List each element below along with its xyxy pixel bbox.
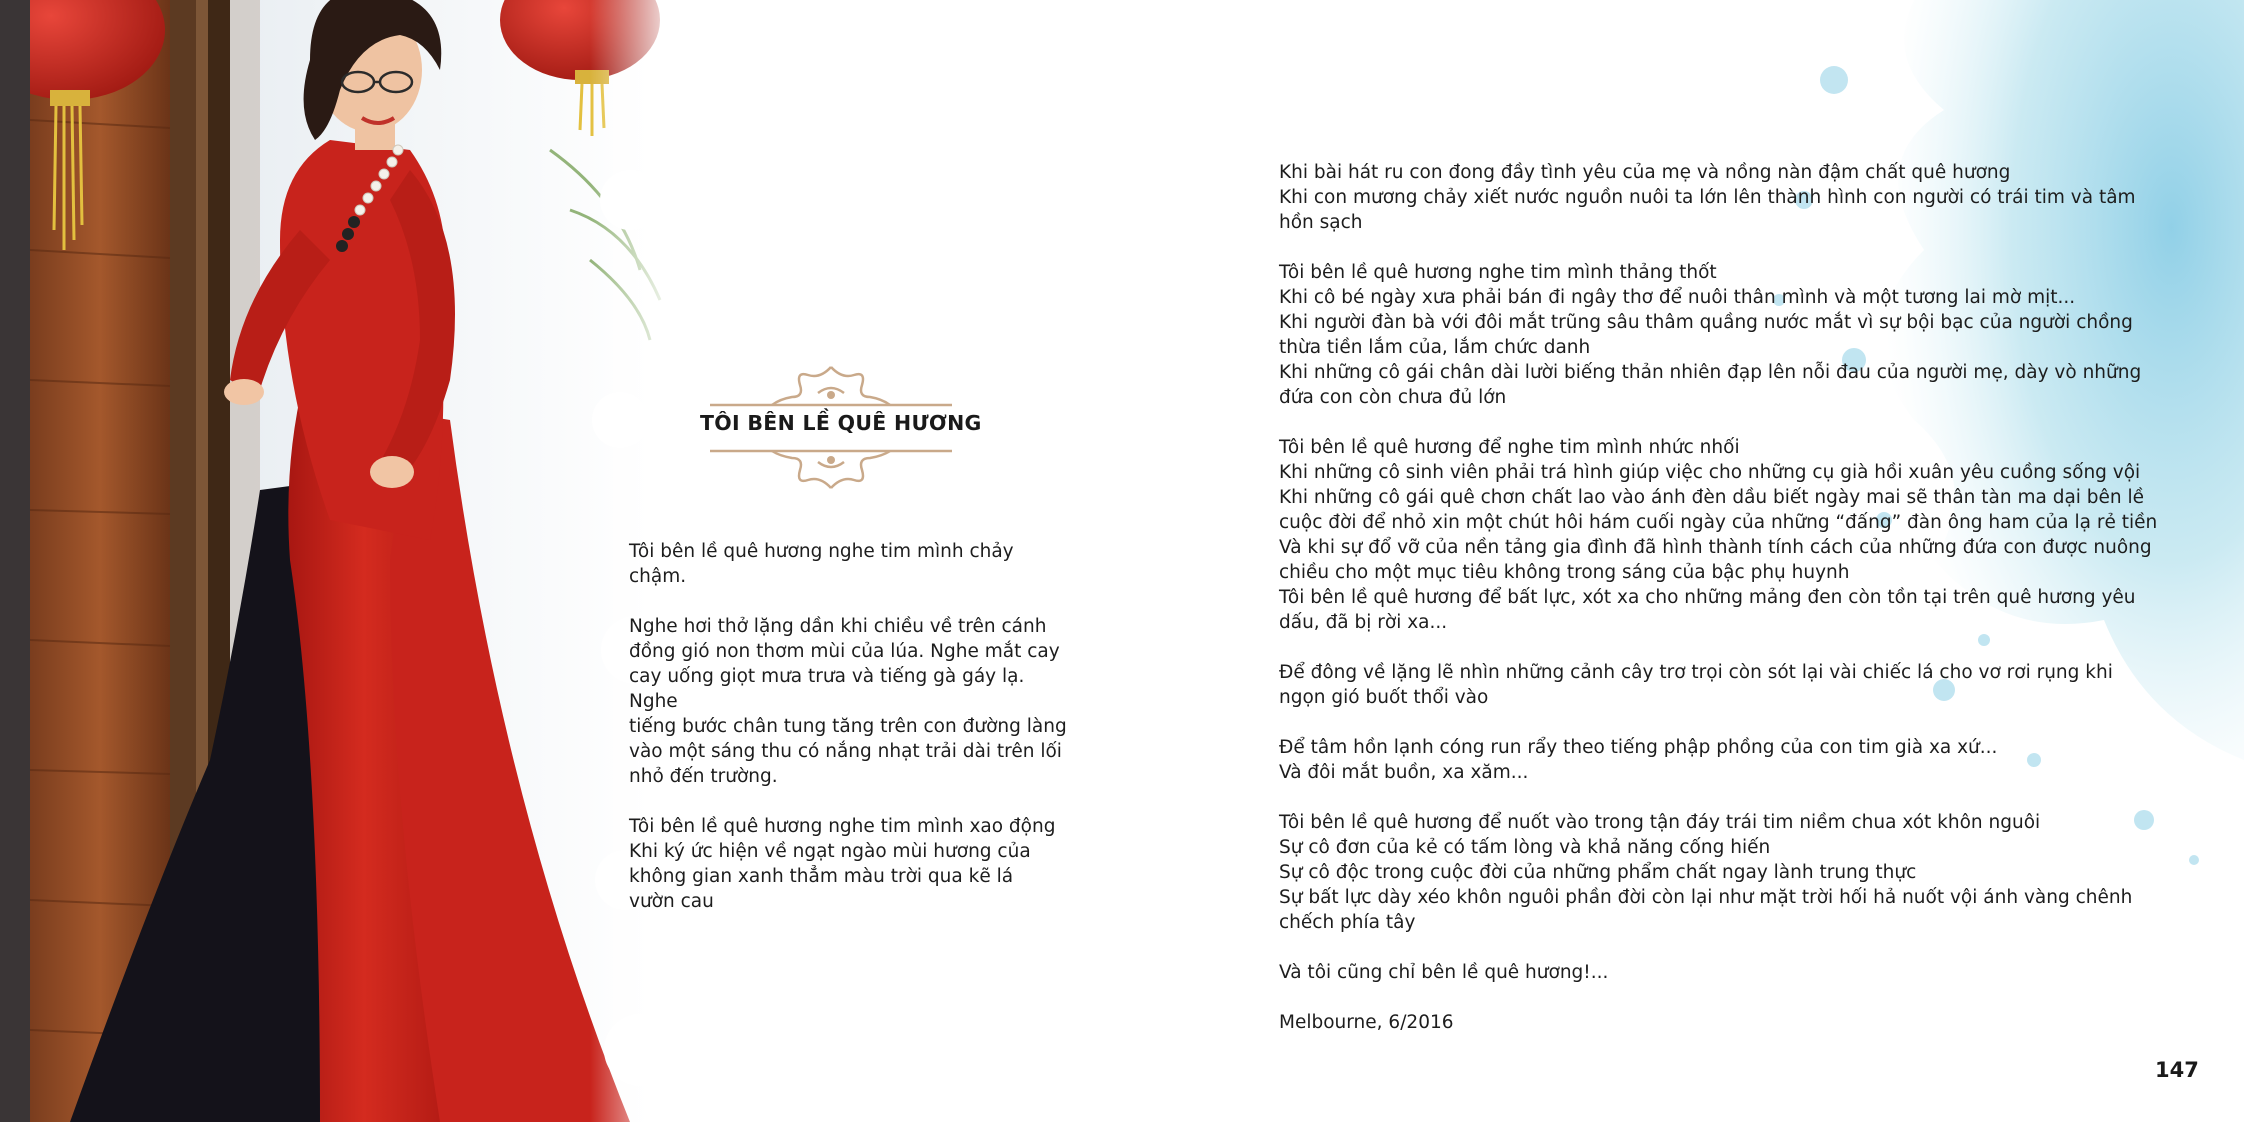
stanza (1279, 960, 2109, 985)
text-line: Khi người đàn bà với đôi mắt trũng sâu thâm quầng nước mắt vì sự bội bạc của người chồng (1279, 312, 2133, 333)
text-line: Và khi sự đổ vỡ của nền tảng gia đình đã hình thành tính cách của những đứa con được nuông (1279, 537, 2152, 558)
stanza (1279, 160, 2136, 235)
text-line: Khi những cô gái quê chơn chất lao vào ánh đèn dầu biết ngày mai sẽ thân tàn ma dại bên lề (1279, 487, 2145, 508)
text-line: Sự bất lực dày xéo khôn nguôi phần đời còn lại như mặt trời hối hả nuốt vội ánh vàng chênh (1279, 887, 2133, 908)
text-line: Để tâm hồn lạnh cóng run rẩy theo tiếng phập phồng của con tim già xa xứ... (1279, 737, 1998, 758)
text-line: Tôi bên lề quê hương nghe tim mình thảng thốt (1279, 262, 1717, 283)
text-line: Khi ký ức hiện về ngạt ngào mùi hương của (629, 841, 1031, 862)
text-line: Tôi bên lề quê hương để nghe tim mình nhức nhối (1279, 437, 1740, 458)
text-line: dấu, đã bị rời xa... (1279, 612, 1448, 633)
text-line: Khi cô bé ngày xưa phải bán đi ngây thơ để nuôi thân mình và một tương lai mờ mịt... (1279, 287, 2076, 308)
text-line: Khi bài hát ru con đong đầy tình yêu của mẹ và nồng nàn đậm chất quê hương (1279, 162, 2011, 183)
text-line: không gian xanh thẳm màu trời qua kẽ lá (629, 866, 1014, 887)
page-number: 147 (2155, 1058, 2199, 1082)
signature-place-date (1279, 1010, 2109, 1035)
text-line: đồng gió non thơm mùi của lúa. Nghe mắt cay (629, 641, 1060, 662)
text-line: Tôi bên lề quê hương nghe tim mình xao động (629, 816, 1056, 837)
text-line: vào một sáng thu có nắng nhạt trải dài trên lối (629, 741, 1062, 762)
text-line: nhỏ đến trường. (629, 766, 778, 787)
stanza (1279, 810, 2133, 935)
text-line: Melbourne, 6/2016 (1279, 1012, 1454, 1033)
title-block (700, 365, 982, 490)
text-line: Và đôi mắt buồn, xa xăm... (1279, 762, 1529, 783)
page-title: TÔI BÊN LỀ QUÊ HƯƠNG (700, 411, 982, 435)
right-text-column (1279, 160, 2158, 1035)
text-line: cay uống giọt mưa trưa và tiếng gà gáy lạ. Nghe (629, 666, 1025, 712)
text-line: ngọn gió buốt thổi vào (1279, 687, 1489, 708)
text-line: đứa con còn chưa đủ lớn (1279, 387, 1507, 408)
text-line: Khi những cô gái chân dài lười biếng thản nhiên đạp lên nỗi đau của người mẹ, dày vò những (1279, 362, 2142, 383)
stanza (1279, 735, 2109, 785)
text-line: vườn cau (629, 891, 714, 912)
stanza (629, 614, 1069, 789)
text-line: Khi những cô sinh viên phải trá hình giúp việc cho những cụ già hồi xuân yêu cuồng sống vội (1279, 462, 2141, 483)
book-spine (0, 0, 30, 1122)
text-line: Sự cô độc trong cuộc đời của những phẩm chất ngay lành trung thực (1279, 862, 1917, 883)
text-line: thừa tiền lắm của, lắm chức danh (1279, 337, 1591, 358)
text-line: Và tôi cũng chỉ bên lề quê hương!... (1279, 962, 1609, 983)
stanza (1279, 435, 2158, 635)
left-text-column (629, 539, 1069, 914)
stanza (1279, 260, 2142, 410)
portrait-photo (30, 0, 680, 1122)
text-line: Để đông về lặng lẽ nhìn những cảnh cây trơ trọi còn sót lại vài chiếc lá cho vơ rơi rụng khi (1279, 662, 2113, 683)
stanza (629, 814, 1069, 914)
text-line: Khi con mương chảy xiết nước nguồn nuôi ta lớn lên thành hình con người có trái tim và tâm (1279, 187, 2136, 208)
text-line: tiếng bước chân tung tăng trên con đường làng (629, 716, 1067, 737)
text-line: cuộc đời để nhỏ xin một chút hôi hám cuối ngày của những “đấng” đàn ông ham của lạ rẻ tiền (1279, 512, 2158, 533)
text-line: Sự cô đơn của kẻ có tấm lòng và khả năng cống hiến (1279, 837, 1771, 858)
text-line: Nghe hơi thở lặng dần khi chiều về trên cánh (629, 616, 1047, 637)
stanza (629, 539, 1069, 589)
text-line: chiều cho một mục tiêu không trong sáng của bậc phụ huynh (1279, 562, 1850, 583)
text-line: hồn sạch (1279, 212, 1363, 233)
text-line: Tôi bên lề quê hương để nuốt vào trong tận đáy trái tim niềm chua xót khôn nguôi (1279, 812, 2041, 833)
text-line: chếch phía tây (1279, 912, 1416, 933)
stanza (1279, 660, 2113, 710)
text-line: Tôi bên lề quê hương để bất lực, xót xa cho những mảng đen còn tồn tại trên quê hương yêu (1279, 587, 2136, 608)
text-line: Tôi bên lề quê hương nghe tim mình chảy chậm. (629, 541, 1014, 587)
